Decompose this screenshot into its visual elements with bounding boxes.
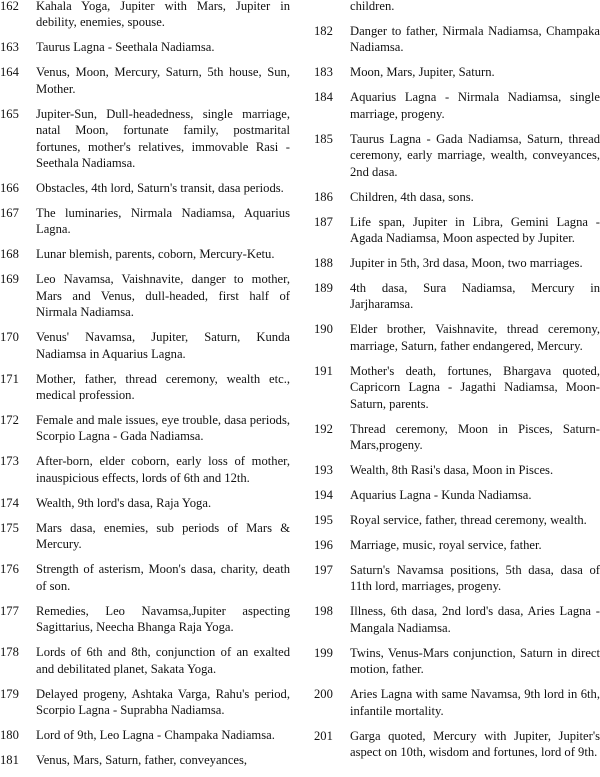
verse-entry [314,728,600,761]
verse-number: 166 [0,181,19,196]
verse-entry [314,89,600,122]
verse-summary: Delayed progeny, Ashtaka Varga, Rahu's period, Scorpio Lagna - Suprabha Nadiamsa. [36,686,290,717]
verse-number: 168 [0,247,19,262]
verse-entry [314,603,600,636]
verse-summary: Venus' Navamsa, Jupiter, Saturn, Kunda Nadiamsa in Aquarius Lagna. [36,330,290,361]
verse-entry [0,520,290,553]
verse-summary: Lord of 9th, Leo Lagna - Champaka Nadiamsa. [36,727,275,742]
verse-entry [314,64,600,80]
verse-summary: Aquarius Lagna - Kunda Nadiamsa. [350,488,532,503]
verse-number: 180 [0,727,19,742]
verse-number: 193 [314,463,333,478]
verse-summary: Children, 4th dasa, sons. [350,189,474,204]
verse-summary: Jupiter in 5th, 3rd dasa, Moon, two marriages. [350,256,583,271]
verse-summary: Venus, Mars, Saturn, father, conveyances, [36,752,248,767]
verse-summary: Venus, Moon, Mercury, Saturn, 5th house, Sun, Mother. [36,65,290,96]
verse-summary: Wealth, 8th Rasi's dasa, Moon in Pisces. [350,463,554,478]
verse-number: 162 [0,0,19,13]
verse-entry [0,495,290,511]
verse-number: 187 [314,214,333,229]
verse-entry [314,512,600,528]
verse-summary: Taurus Lagna - Gada Nadiamsa, Saturn, thread ceremony, early marriage, wealth, conveyances, 2nd dasa. [350,131,600,179]
verse-summary: Twins, Venus-Mars conjunction, Saturn in direct motion, father. [350,645,600,677]
verse-summary: Thread ceremony, Moon in Pisces, Saturn-Mars,progeny. [350,421,600,453]
verse-number: 175 [0,520,19,535]
verse-number: 200 [314,687,333,702]
verse-entry [314,537,600,553]
verse-number: 197 [314,563,333,578]
verse-entry [0,727,290,743]
verse-entry [0,644,290,677]
verse-summary: 4th dasa, Sura Nadiamsa, Mercury in Jarjharamsa. [350,281,600,312]
verse-summary: Taurus Lagna - Seethala Nadiamsa. [36,40,215,55]
verse-entry [314,462,600,478]
verse-entry [314,214,600,247]
verse-number: 195 [314,513,333,528]
verse-entry [0,205,290,238]
verse-number: 194 [314,488,333,503]
verse-summary: Strength of asterism, Moon's dasa, charity, death of son. [36,562,290,593]
verse-entry [314,421,600,454]
verse-number: 177 [0,603,19,618]
verse-number: 174 [0,495,19,510]
verse-summary: Saturn's Navamsa positions, 5th dasa, dasa of 11th lord, marriages, progeny. [350,563,600,594]
verse-entry [0,180,290,196]
verse-number: 178 [0,645,19,660]
verse-entry [0,106,290,172]
verse-entry [0,64,290,97]
verse-number: 189 [314,281,333,296]
verse-number: 169 [0,272,19,287]
verse-entry [314,255,600,271]
verse-summary: Elder brother, Vaishnavite, thread ceremony, marriage, Saturn, father endangered, Mercury. [350,322,600,353]
verse-number: 186 [314,189,333,204]
verse-number: 164 [0,65,19,80]
verse-number: 167 [0,206,19,221]
verse-number: 191 [314,363,333,378]
verse-summary: Remedies, Leo Navamsa,Jupiter aspecting Sagittarius, Neecha Bhanga Raja Yoga. [36,603,290,635]
verse-summary: Mother's death, fortunes, Bhargava quoted, Capricorn Lagna - Jagathi Nadiamsa, Moon-Saturn, parents. [350,363,600,411]
verse-number: 173 [0,454,19,469]
verse-summary: Garga quoted, Mercury with Jupiter, Jupiter's aspect on 10th, wisdom and fortunes, lord of 9th. [350,728,600,760]
verse-summary: Aries Lagna with same Navamsa, 9th lord in 6th, infantile mortality. [350,687,600,718]
verse-summary: Mother, father, thread ceremony, wealth etc., medical profession. [36,371,290,403]
verse-number: 188 [314,256,333,271]
verse-entry [314,321,600,354]
verse-summary: After-born, elder coborn, early loss of mother, inauspicious effects, lords of 6th and 12th. [36,454,290,485]
verse-entry [314,686,600,719]
verse-entry [314,562,600,595]
verse-entry [314,645,600,678]
verse-entry [314,487,600,503]
left-column [0,0,290,777]
verse-entry [0,0,290,31]
verse-number: 170 [0,330,19,345]
verse-entry [0,603,290,636]
verse-entry [0,561,290,594]
verse-summary: Aquarius Lagna - Nirmala Nadiamsa, single marriage, progeny. [350,90,600,121]
verse-entry [0,686,290,719]
verse-entry [314,189,600,205]
verse-summary: Royal service, father, thread ceremony, wealth. [350,513,587,528]
verse-number: 192 [314,421,333,436]
right-column [314,0,600,769]
verse-number: 183 [314,65,333,80]
verse-number: 199 [314,645,333,660]
verse-number: 171 [0,371,19,386]
verse-summary: Marriage, music, royal service, father. [350,538,542,553]
verse-number: 201 [314,728,333,743]
verse-entry [0,752,290,768]
verse-summary: Mars dasa, enemies, sub periods of Mars & Mercury. [36,520,290,552]
verse-number: 196 [314,538,333,553]
verse-summary: Illness, 6th dasa, 2nd lord's dasa, Aries Lagna - Mangala Nadiamsa. [350,604,600,635]
verse-entry [0,412,290,445]
verse-summary: Wealth, 9th lord's dasa, Raja Yoga. [36,495,212,510]
verse-entry [314,363,600,412]
verse-number: 198 [314,604,333,619]
verse-summary: Moon, Mars, Jupiter, Saturn. [350,65,495,80]
continuation-text: children. [350,0,395,13]
verse-entry [314,131,600,180]
verse-summary: Lords of 6th and 8th, conjunction of an exalted and debilitated planet, Sakata Yoga. [36,645,290,676]
verse-number: 185 [314,131,333,146]
verse-entry [0,453,290,486]
verse-number: 181 [0,752,19,767]
verse-entry [0,371,290,404]
verse-summary: Lunar blemish, parents, coborn, Mercury-Ketu. [36,247,275,262]
verse-summary: Life span, Jupiter in Libra, Gemini Lagna - Agada Nadiamsa, Moon aspected by Jupiter. [350,214,600,246]
verse-entry [0,329,290,362]
verse-summary: The luminaries, Nirmala Nadiamsa, Aquarius Lagna. [36,206,290,237]
verse-entry [314,23,600,56]
verse-number: 172 [0,413,19,428]
verse-entry [0,271,290,320]
verse-summary: Danger to father, Nirmala Nadiamsa, Champaka Nadiamsa. [350,24,600,55]
verse-number: 184 [314,90,333,105]
verse-number: 190 [314,322,333,337]
verse-summary: Female and male issues, eye trouble, dasa periods, Scorpio Lagna - Gada Nadiamsa. [36,413,290,444]
verse-number: 165 [0,106,19,121]
verse-summary: Leo Navamsa, Vaishnavite, danger to mother, Mars and Venus, dull-headed, first half of Nirmala Nadiamsa. [36,272,290,320]
verse-summary: Jupiter-Sun, Dull-headedness, single marriage, natal Moon, fortunate family, postmarital fortunes, mother's relatives, immovable Rasi - Seethala Nadiamsa. [36,106,290,171]
verse-number: 182 [314,24,333,38]
verse-entry [0,246,290,262]
verse-number: 176 [0,562,19,577]
verse-number: 163 [0,40,19,55]
verse-summary: Obstacles, 4th lord, Saturn's transit, dasa periods. [36,181,284,196]
verse-entry [0,39,290,55]
verse-summary: Kahala Yoga, Jupiter with Mars, Jupiter in debility, enemies, spouse. [36,0,290,30]
verse-entry [314,280,600,313]
verse-number: 179 [0,686,19,701]
